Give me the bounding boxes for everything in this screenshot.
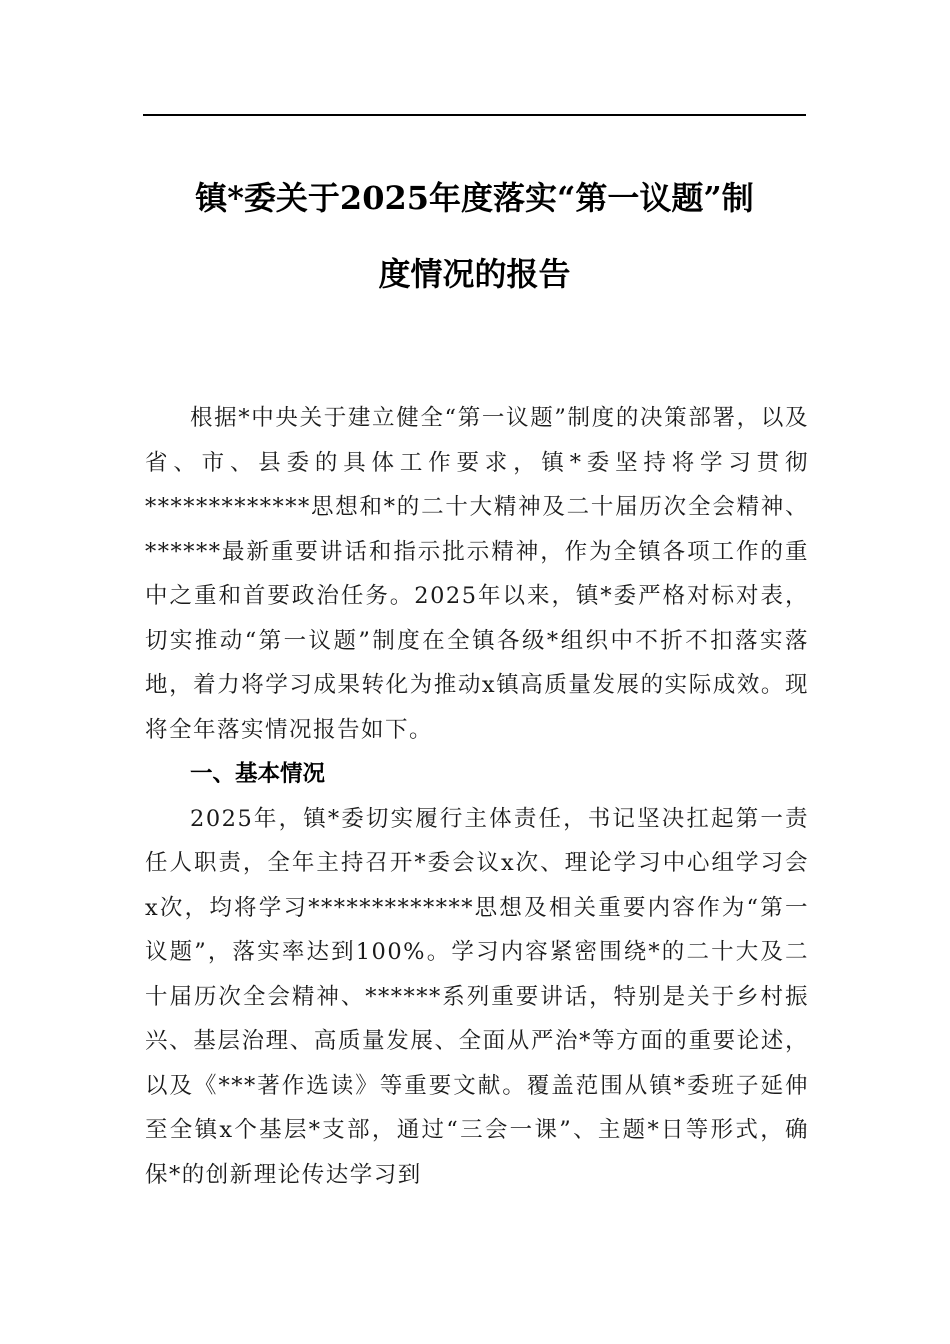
document-body [145, 396, 809, 1197]
title-line-1: 镇*委关于2025年度落实“第一议题”制 [195, 179, 754, 217]
section-paragraph: 2025年，镇*委切实履行主体责任，书记坚决扛起第一责任人职责，全年主持召开*委会议x次、理论学习中心组学习会x次，均将学习*************思想及相关重要内容作为“第一议题”，落实率达到100%。学习内容紧密围绕*的二十大及二十届历次全会精神、******系列重要讲话，特别是关于乡村振兴、基层治理、高质量发展、全面从严治*等方面的重要论述，以及《***著作选读》等重要文献。覆盖范围从镇*委班子延伸至全镇x个基层*支部，通过“三会一课”、主题*日等形式，确保*的创新理论传达学习到 [145, 805, 809, 1188]
section-heading-basic-situation: 一、基本情况 [190, 761, 326, 787]
title-line-2: 度情况的报告 [378, 255, 571, 293]
intro-paragraph: 根据*中央关于建立健全“第一议题”制度的决策部署，以及省、市、县委的具体工作要求，镇*委坚持将学习贯彻*************思想和*的二十大精神及二十届历次全会精神、******最新重要讲话和指示批示精神，作为全镇各项工作的重中之重和首要政治任务。2025年以来，镇*委严格对标对表，切实推动“第一议题”制度在全镇各级*组织中不折不扣落实落地，着力将学习成果转化为推动x镇高质量发展的实际成效。现将全年落实情况报告如下。 [145, 405, 809, 743]
document-title [143, 160, 806, 312]
header-rule [143, 114, 806, 116]
